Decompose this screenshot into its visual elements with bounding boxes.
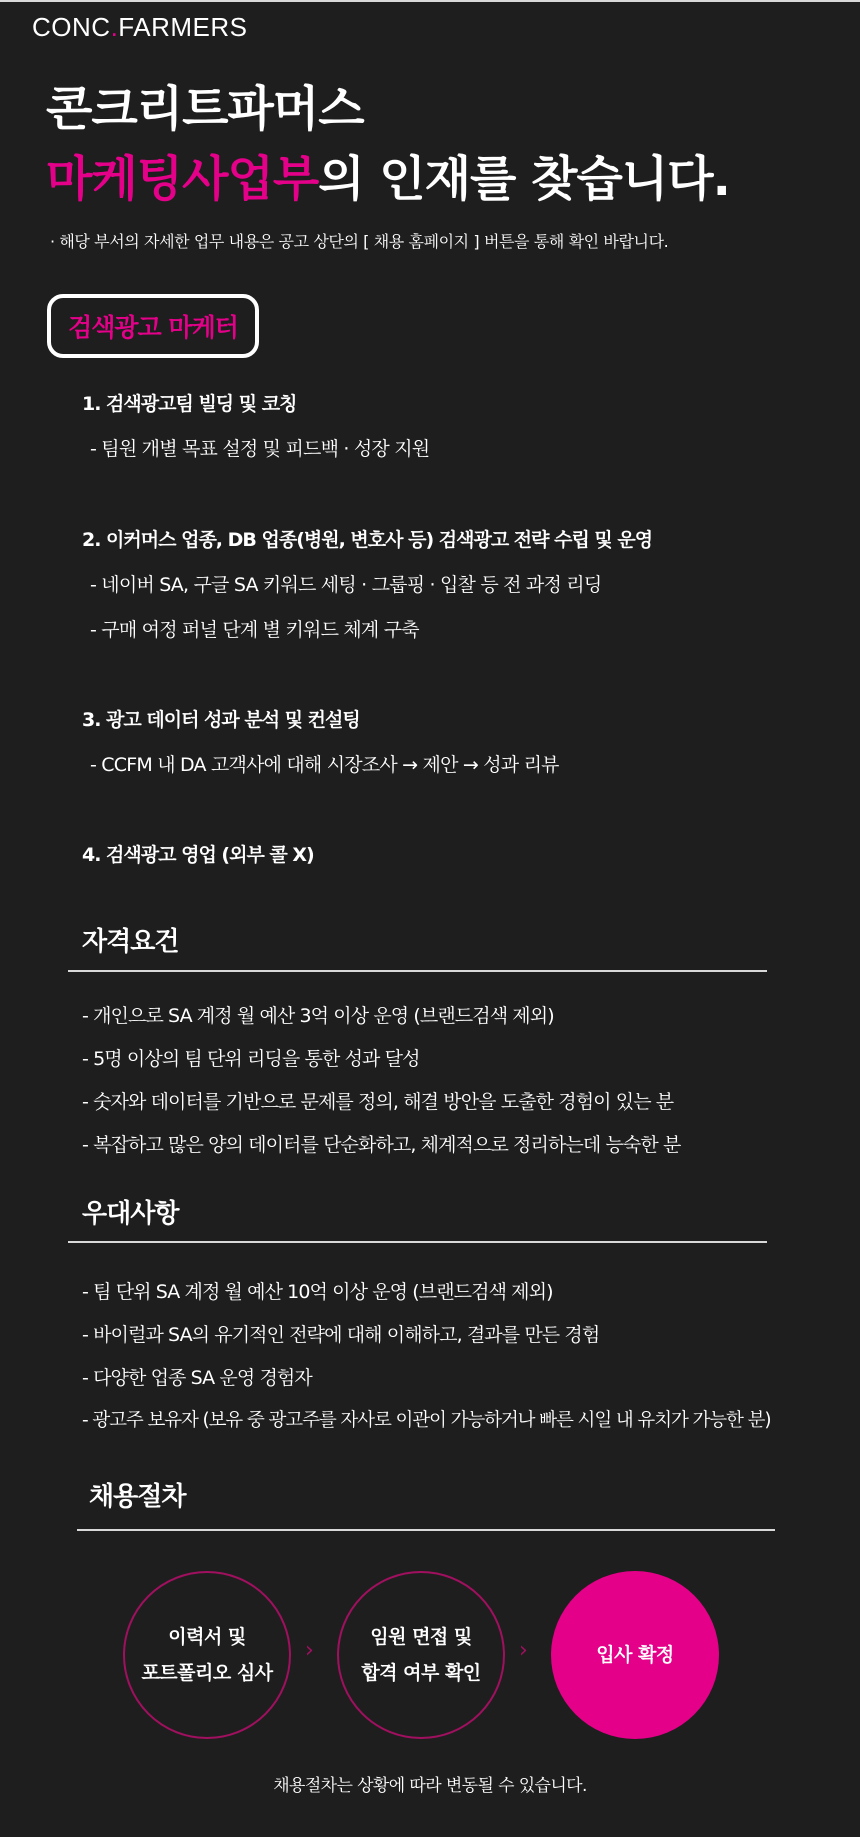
duty-title-2: 2. 이커머스 업종, DB 업종(병원, 변호사 등) 검색광고 전략 수립 및 운영	[82, 529, 653, 551]
logo-part-2: FARMERS	[118, 12, 248, 42]
qualifications-heading: 자격요건	[82, 927, 179, 957]
headline-rest: 의 인재를 찾습니다.	[318, 151, 730, 207]
page-headline	[46, 74, 730, 214]
duty-title-3: 3. 광고 데이터 성과 분석 및 컨설팅	[82, 709, 360, 731]
qualifications-divider	[68, 970, 767, 972]
logo-part-1: CONC	[32, 12, 111, 42]
headline-line-2	[46, 144, 730, 214]
headline-line-1: 콘크리트파머스	[46, 81, 364, 137]
duty-item: - 팀원 개별 목표 설정 및 피드백 · 성장 지원	[90, 438, 430, 460]
step-1-line-1: 이력서 및	[168, 1626, 246, 1648]
notice-text: · 해당 부서의 자세한 업무 내용은 공고 상단의 [ 채용 홈페이지 ] 버튼을 통해 확인 바랍니다.	[50, 232, 669, 251]
qualification-item: - 숫자와 데이터를 기반으로 문제를 정의, 해결 방안을 도출한 경험이 있는 분	[82, 1091, 674, 1113]
duty-title-4: 4. 검색광고 영업 (외부 콜 X)	[82, 844, 314, 866]
preferred-item: - 팀 단위 SA 계정 월 예산 10억 이상 운영 (브랜드검색 제외)	[82, 1281, 553, 1303]
process-divider	[77, 1529, 775, 1531]
top-divider	[0, 0, 860, 2]
preferred-item: - 바이럴과 SA의 유기적인 전략에 대해 이해하고, 결과를 만든 경험	[82, 1324, 600, 1346]
role-badge: 검색광고 마케터	[47, 294, 259, 358]
step-2-line-1: 임원 면접 및	[370, 1626, 472, 1648]
qualification-item: - 복잡하고 많은 양의 데이터를 단순화하고, 체계적으로 정리하는데 능숙한 분	[82, 1134, 681, 1156]
brand-logo	[32, 12, 247, 43]
process-step-1	[123, 1571, 291, 1739]
duty-item: - 네이버 SA, 구글 SA 키워드 세팅 · 그룹핑 · 입찰 등 전 과정 리딩	[90, 574, 602, 596]
chevron-right-icon: ›	[305, 1638, 314, 1663]
qualification-item: - 5명 이상의 팀 단위 리딩을 통한 성과 달성	[82, 1048, 420, 1070]
duty-title-1: 1. 검색광고팀 빌딩 및 코칭	[82, 393, 297, 415]
process-footnote: 채용절차는 상황에 따라 변동될 수 있습니다.	[273, 1776, 587, 1796]
logo-dot: .	[110, 12, 119, 42]
qualification-item: - 개인으로 SA 계정 월 예산 3억 이상 운영 (브랜드검색 제외)	[82, 1005, 554, 1027]
preferred-heading: 우대사항	[82, 1199, 179, 1229]
step-2-line-2: 합격 여부 확인	[361, 1662, 481, 1684]
step-1-line-2: 포트폴리오 심사	[141, 1662, 273, 1684]
process-step-2	[337, 1571, 505, 1739]
step-3-line-1: 입사 확정	[596, 1644, 674, 1666]
duty-item: - CCFM 내 DA 고객사에 대해 시장조사 → 제안 → 성과 리뷰	[90, 754, 559, 776]
chevron-right-icon: ›	[519, 1638, 528, 1663]
process-heading: 채용절차	[89, 1482, 186, 1512]
preferred-item: - 광고주 보유자 (보유 중 광고주를 자사로 이관이 가능하거나 빠른 시일 내 유치가 가능한 분)	[82, 1410, 771, 1431]
duty-item: - 구매 여정 퍼널 단계 별 키워드 체계 구축	[90, 619, 419, 641]
preferred-item: - 다양한 업종 SA 운영 경험자	[82, 1367, 312, 1389]
preferred-divider	[68, 1241, 767, 1243]
headline-highlight: 마케팅사업부	[46, 151, 319, 207]
process-step-3	[551, 1571, 719, 1739]
